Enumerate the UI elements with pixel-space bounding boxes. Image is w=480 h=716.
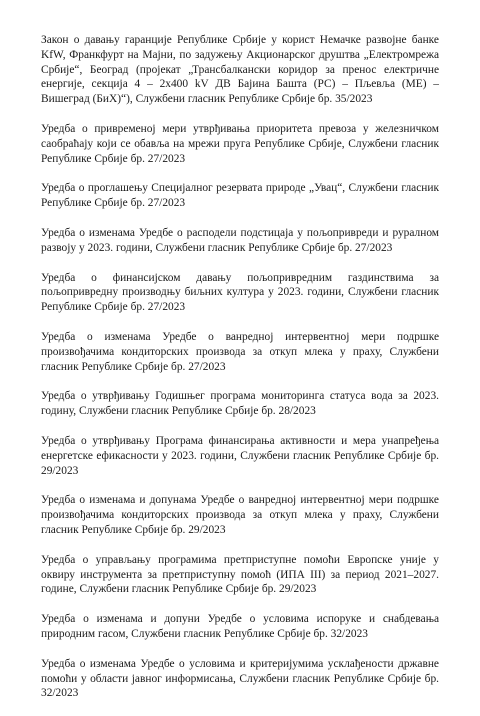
list-item: Уредба о финансијском давању пољопривредним газдинствима за пољопривредну производњу биљних култура у 2023. години, Службени гласник Републике Србије бр. 27/2023 <box>41 271 439 314</box>
list-item: Уредба о изменама Уредбе о ванредној интервентној мери подршке произвођачима кондиторских производа за откуп млека у праху, Службени гласник Републике Србије бр. 27/2023 <box>41 330 439 373</box>
list-item: Уредба о привременој мери утврђивања приоритета превоза у железничком саобраћају који се обавља на мрежи пруга Републике Србије, Службени гласник Републике Србије бр. 27/2023 <box>41 122 439 165</box>
list-item: Закон о давању гаранције Републике Србије у корист Немачке развојне банке KfW, Франкфурт на Мајни, по задужењу Акционарског друштва „Електромрежа Србије“, Београд (пројекат „Трансбалкански коридор за пренос електричне енергије, секција 4 – 2x400 kV ДВ Бајина Башта (РС) – Пљевља (МЕ) – Вишеград (БиХ)“), Службени гласник Републике Србије бр. 35/2023 <box>41 34 439 106</box>
list-item: Уредба о утврђивању Годишњег програма мониторинга статуса вода за 2023. годину, Службени гласник Републике Србије бр. 28/2023 <box>41 390 439 418</box>
list-item: Уредба о управљању програмима претприступне помоћи Европске уније у оквиру инструмента за претприступну помоћ (ИПА III) за период 2021–2027. године, Службени гласник Републике Србије бр. 29/2023 <box>41 553 439 596</box>
list-item: Уредба о утврђивању Програма финансирања активности и мера унапређења енергетске ефикасности у 2023. години, Службени гласник Републике Србије бр. 29/2023 <box>41 434 439 477</box>
list-item: Уредба о изменама и допуни Уредбе о условима испоруке и снабдевања природним гасом, Службени гласник Републике Србије бр. 32/2023 <box>41 613 439 640</box>
list-item: Уредба о проглашењу Специјалног резервата природе „Увац“, Службени гласник Републике Србије бр. 27/2023 <box>41 182 439 210</box>
list-item: Уредба о изменама и допунама Уредбе о ванредној интервентној мери подршке произвођачима кондиторских производа за откуп млека у праху, Службени гласник Републике Србије бр. 29/2023 <box>41 494 439 536</box>
document-page <box>41 33 439 716</box>
list-item: Уредба о изменама Уредбе о расподели подстицаја у пољопривреди и руралном развоју у 2023. години, Службени гласник Републике Србије бр. 27/2023 <box>41 226 439 254</box>
list-item: Уредба о изменама Уредбе о условима и критеријумима усклађености државне помоћи у области јавног информисања, Службени гласник Републике Србије бр. 32/2023 <box>41 657 439 700</box>
